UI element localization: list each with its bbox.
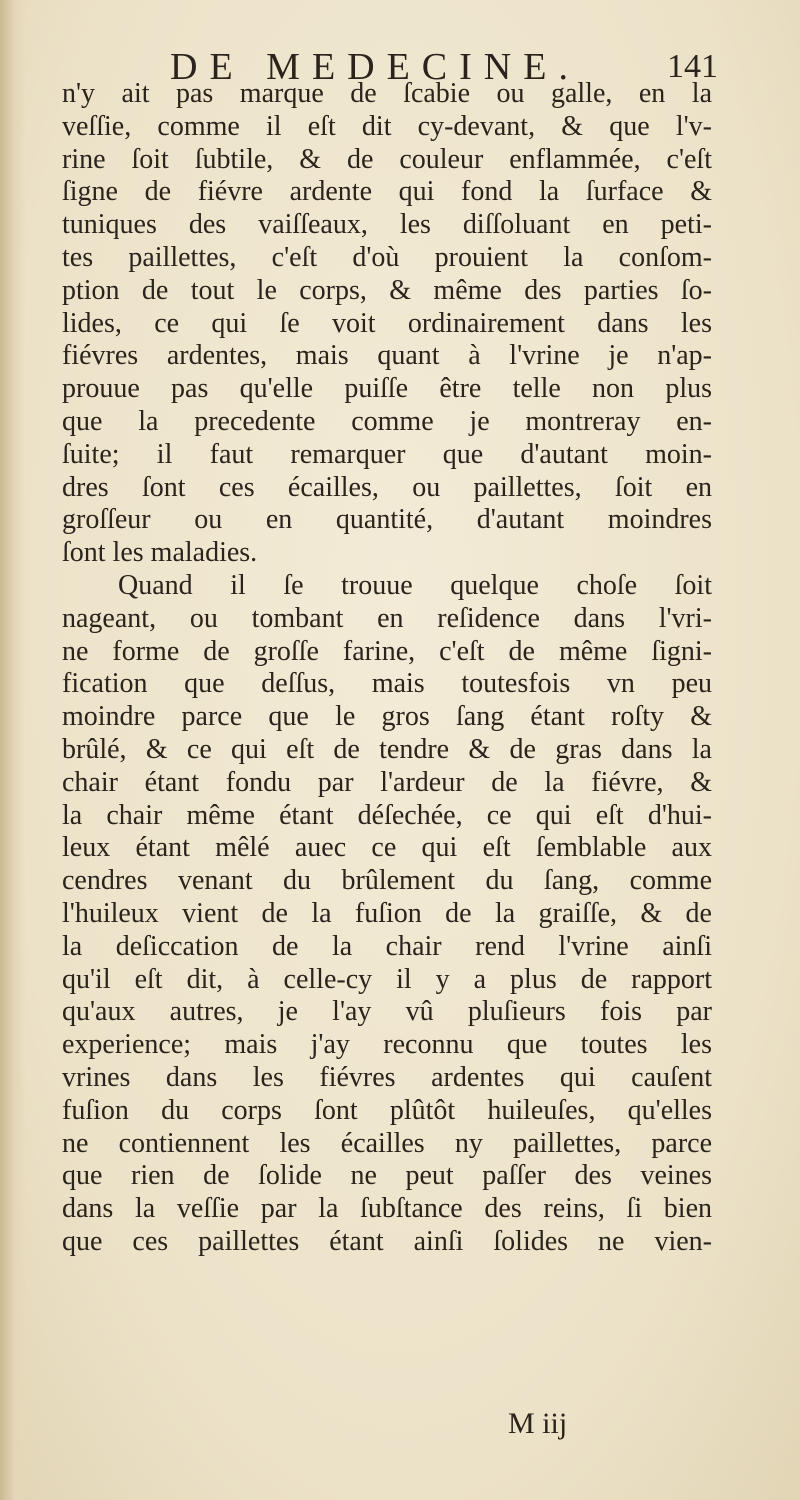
paragraph-start-line: Quand il ſe trouue quelque choſe ſoit — [118, 569, 712, 601]
text-line: que rien de ſolide ne peut paſſer des veines — [62, 1160, 712, 1192]
page-number: 141 — [667, 48, 718, 85]
text-line: experience; mais j'ay reconnu que toutes les — [62, 1029, 712, 1061]
text-line: dans la veſſie par la ſubſtance des reins, ſi bien — [62, 1193, 712, 1225]
text-line: qu'aux autres, je l'ay vû pluſieurs fois par — [62, 996, 712, 1028]
text-line: groſſeur ou en quantité, d'autant moindres — [62, 504, 712, 536]
text-line: lides, ce qui ſe voit ordinairement dans les — [62, 307, 712, 339]
text-line: que la precedente comme je montreray en- — [62, 405, 712, 437]
text-line: nageant, ou tombant en reſidence dans l'vri- — [62, 602, 712, 634]
text-line: dres ſont ces écailles, ou paillettes, ſoit en — [62, 471, 712, 503]
text-line: tuniques des vaiſſeaux, les diſſoluant en peti- — [62, 209, 712, 241]
text-line: chair étant fondu par l'ardeur de la fiévre, & — [62, 766, 712, 798]
text-line: cendres venant du brûlement du ſang, comme — [62, 865, 712, 897]
text-line: prouue pas qu'elle puiſſe être telle non plus — [62, 373, 712, 405]
text-line: tes paillettes, c'eſt d'où prouient la conſom- — [62, 241, 712, 273]
text-line: la deſiccation de la chair rend l'vrine ainſi — [62, 930, 712, 962]
text-line: l'huileux vient de la fuſion de la graiſſe, & de — [62, 897, 712, 929]
text-line: ption de tout le corps, & même des parties ſo- — [62, 274, 712, 306]
running-title: DE MEDECINE. — [170, 46, 580, 88]
body-text — [62, 78, 712, 1259]
text-line: ſigne de fiévre ardente qui fond la ſurface & — [62, 176, 712, 208]
text-line: brûlé, & ce qui eſt de tendre & de gras dans la — [62, 733, 712, 765]
text-line: rine ſoit ſubtile, & de couleur enflammée, c'eſt — [62, 143, 712, 175]
text-line: veſſie, comme il eſt dit cy-devant, & que l'v- — [62, 110, 712, 142]
text-line: leux étant mêlé auec ce qui eſt ſemblable aux — [62, 832, 712, 864]
text-line: ſuite; il faut remarquer que d'autant moin- — [62, 438, 712, 470]
signature-mark: M iij — [508, 1407, 568, 1440]
binding-gutter — [0, 0, 26, 1500]
text-line: fication que deſſus, mais toutesfois vn peu — [62, 668, 712, 700]
text-line: moindre parce que le gros ſang étant roſty & — [62, 701, 712, 733]
text-line: la chair même étant déſechée, ce qui eſt d'hui- — [62, 799, 712, 831]
text-line: ne forme de groſſe farine, c'eſt de même ſigni- — [62, 635, 712, 667]
text-line: n'y ait pas marque de ſcabie ou galle, en la — [62, 78, 712, 109]
text-line: fuſion du corps ſont plûtôt huileuſes, qu'elles — [62, 1094, 712, 1126]
text-line: qu'il eſt dit, à celle-cy il y a plus de rapport — [62, 963, 712, 995]
text-line: vrines dans les fiévres ardentes qui cauſent — [62, 1061, 712, 1093]
text-line: fiévres ardentes, mais quant à l'vrine je n'ap- — [62, 340, 712, 372]
text-line: ſont les maladies. — [62, 537, 258, 569]
text-line: ne contiennent les écailles ny paillettes, parce — [62, 1127, 712, 1159]
text-line: que ces paillettes étant ainſi ſolides ne vien- — [62, 1225, 712, 1257]
